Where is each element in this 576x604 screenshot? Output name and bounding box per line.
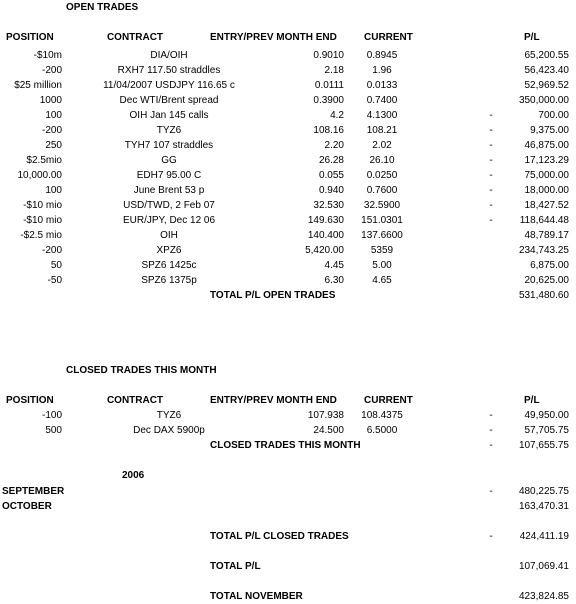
current-cell: 151.0301 [361,215,403,226]
sign-cell [484,245,498,260]
entry-cell: 108.16 [313,125,344,136]
entry-cell: 2.18 [324,65,344,76]
pl-cell: 20,625.00 [524,275,569,286]
month-value-september: 480,225.75 [518,486,569,497]
contract-cell: EDH7 95.00 C [136,170,202,181]
contract-cell: SPZ6 1375p [141,275,197,286]
pl-cell: 18,427.52 [524,200,569,211]
position-cell: -$2.5 mio [20,230,62,241]
contract-header: CONTRACT [106,32,164,43]
closed-position-header: POSITION [6,395,54,406]
current-cell: 108.21 [366,125,398,136]
position-cell: -100 [41,410,62,421]
open-trades-total-value: 531,480.60 [518,290,569,301]
sign-cell: - [489,425,493,436]
total-pl-closed-value: 424,411.19 [519,531,569,542]
entry-cell: 6.30 [324,275,344,286]
pl-cell: 46,875.00 [524,140,569,151]
total-pl-closed-label: TOTAL P/L CLOSED TRADES [210,531,349,542]
current-cell: 108.4375 [361,410,403,421]
contract-cell: TYH7 107 straddles [124,140,214,151]
sign-cell: - [489,125,493,136]
pl-cell: 6,875.00 [530,260,569,271]
contract-cell: OIH Jan 145 calls [129,110,209,121]
position-cell: -50 [47,275,62,286]
total-pl-label: TOTAL P/L [210,561,261,572]
contract-cell: SPZ6 1425c [141,260,197,271]
pl-cell: 350,000.00 [518,95,569,106]
open-trades-total-label: TOTAL P/L OPEN TRADES [210,290,336,301]
contract-cell: XPZ6 [156,245,182,256]
position-cell: -$10 mio [23,200,62,211]
sign-cell: - [489,140,493,151]
current-cell: 0.8945 [366,50,398,61]
current-header: CURRENT [364,32,413,43]
pl-header: P/L [524,32,540,43]
contract-cell: 11/04/2007 USDJPY 116.65 c [103,80,235,91]
closed-trades-total-value: 107,655.75 [518,440,569,451]
entry-cell: 4.2 [330,110,344,121]
contract-cell: TYZ6 [156,410,182,421]
position-cell: 10,000.00 [17,170,62,181]
total-pl-closed-sign: - [489,531,493,542]
position-cell: 1000 [39,95,62,106]
pl-cell: 17,123.29 [524,155,569,166]
entry-cell: 5,420.00 [305,245,344,256]
pl-cell: 52,969.52 [524,80,569,91]
contract-cell: EUR/JPY, Dec 12 06 [122,215,216,226]
total-november-value: 423,824.85 [518,591,569,602]
entry-cell: 0.055 [318,170,344,181]
current-cell: 0.7400 [366,95,398,106]
entry-cell: 4.45 [324,260,344,271]
pl-cell: 49,950.00 [524,410,569,421]
current-cell: 4.65 [372,275,392,286]
contract-cell: Dec WTI/Brent spread [119,95,219,106]
sign-cell [484,50,498,65]
entry-cell: 0.0111 [314,80,344,91]
position-cell: -$10m [33,50,62,61]
pl-cell: 9,375.00 [530,125,569,136]
current-cell: 2.02 [372,140,392,151]
contract-cell: June Brent 53 p [133,185,205,196]
contract-cell: USD/TWD, 2 Feb 07 [123,200,215,211]
closed-trades-title: CLOSED TRADES THIS MONTH [66,365,217,376]
entry-cell: 24.500 [313,425,344,436]
closed-entry-header: ENTRY/PREV MONTH END [210,395,337,406]
entry-cell: 32.530 [313,200,344,211]
sign-cell [484,260,498,275]
sign-cell: - [489,110,493,121]
position-cell: -200 [41,245,62,256]
pl-cell: 75,000.00 [524,170,569,181]
entry-cell: 140.400 [307,230,344,241]
position-cell: 50 [50,260,62,271]
total-november-label: TOTAL NOVEMBER [210,591,303,602]
total-pl-value: 107,069.41 [518,561,569,572]
entry-header: ENTRY/PREV MONTH END [210,32,337,43]
pl-cell: 56,423.40 [524,65,569,76]
sign-cell [484,275,498,290]
contract-cell: DIA/OIH [150,50,188,61]
month-label-october: OCTOBER [2,501,52,512]
open-trades-title: OPEN TRADES [66,2,139,13]
pl-cell: 700.00 [538,110,569,121]
entry-cell: 107.938 [307,410,344,421]
closed-trades-total-label: CLOSED TRADES THIS MONTH [210,440,361,451]
closed-current-header: CURRENT [364,395,413,406]
month-value-october: 163,470.31 [518,501,569,512]
sign-cell: - [489,410,493,421]
sign-cell [484,95,498,110]
sign-cell: - [489,215,493,226]
year-label: 2006 [122,470,145,481]
entry-cell: 149.630 [307,215,344,226]
current-cell: 32.5900 [363,200,401,211]
sign-cell [484,65,498,80]
month-sign-september: - [489,486,493,497]
contract-cell: GG [161,155,177,166]
closed-contract-header: CONTRACT [106,395,164,406]
contract-cell: Dec DAX 5900p [133,425,205,436]
current-cell: 0.7600 [366,185,398,196]
position-cell: -200 [41,65,62,76]
current-cell: 4.1300 [366,110,398,121]
contract-cell: OIH [160,230,178,241]
position-cell: $25 million [14,80,62,91]
current-cell: 137.6600 [361,230,403,241]
position-header: POSITION [6,32,54,43]
pl-cell: 57,705.75 [524,425,569,436]
sign-cell: - [489,155,493,166]
entry-cell: 0.9010 [313,50,344,61]
current-cell: 6.5000 [366,425,398,436]
pl-cell: 65,200.55 [524,50,569,61]
entry-cell: 2.20 [324,140,344,151]
current-cell: 0.0250 [366,170,398,181]
contract-cell: RXH7 117.50 straddles [117,65,221,76]
sign-cell: - [489,200,493,211]
month-label-september: SEPTEMBER [2,486,65,497]
pl-cell: 234,743.25 [518,245,569,256]
closed-pl-header: P/L [524,395,540,406]
pl-cell: 18,000.00 [524,185,569,196]
sign-cell [484,80,498,95]
position-cell: $2.5mio [26,155,62,166]
position-cell: 100 [45,110,62,121]
entry-cell: 0.940 [318,185,344,196]
current-cell: 26.10 [369,155,395,166]
position-cell: 250 [45,140,62,151]
pl-cell: 48,789.17 [524,230,569,241]
current-cell: 1.96 [372,65,392,76]
sign-cell: - [489,170,493,181]
position-cell: 500 [45,425,62,436]
position-cell: -$10 mio [23,215,62,226]
pl-cell: 118,644.48 [519,215,569,226]
entry-cell: 0.3900 [313,95,344,106]
position-cell: -200 [41,125,62,136]
position-cell: 100 [45,185,62,196]
closed-trades-total-sign: - [489,440,493,451]
current-cell: 5.00 [372,260,392,271]
current-cell: 0.0133 [366,80,398,91]
entry-cell: 26.28 [318,155,344,166]
current-cell: 5359 [370,245,394,256]
contract-cell: TYZ6 [156,125,182,136]
sign-cell: - [489,185,493,196]
sign-cell [484,230,498,245]
